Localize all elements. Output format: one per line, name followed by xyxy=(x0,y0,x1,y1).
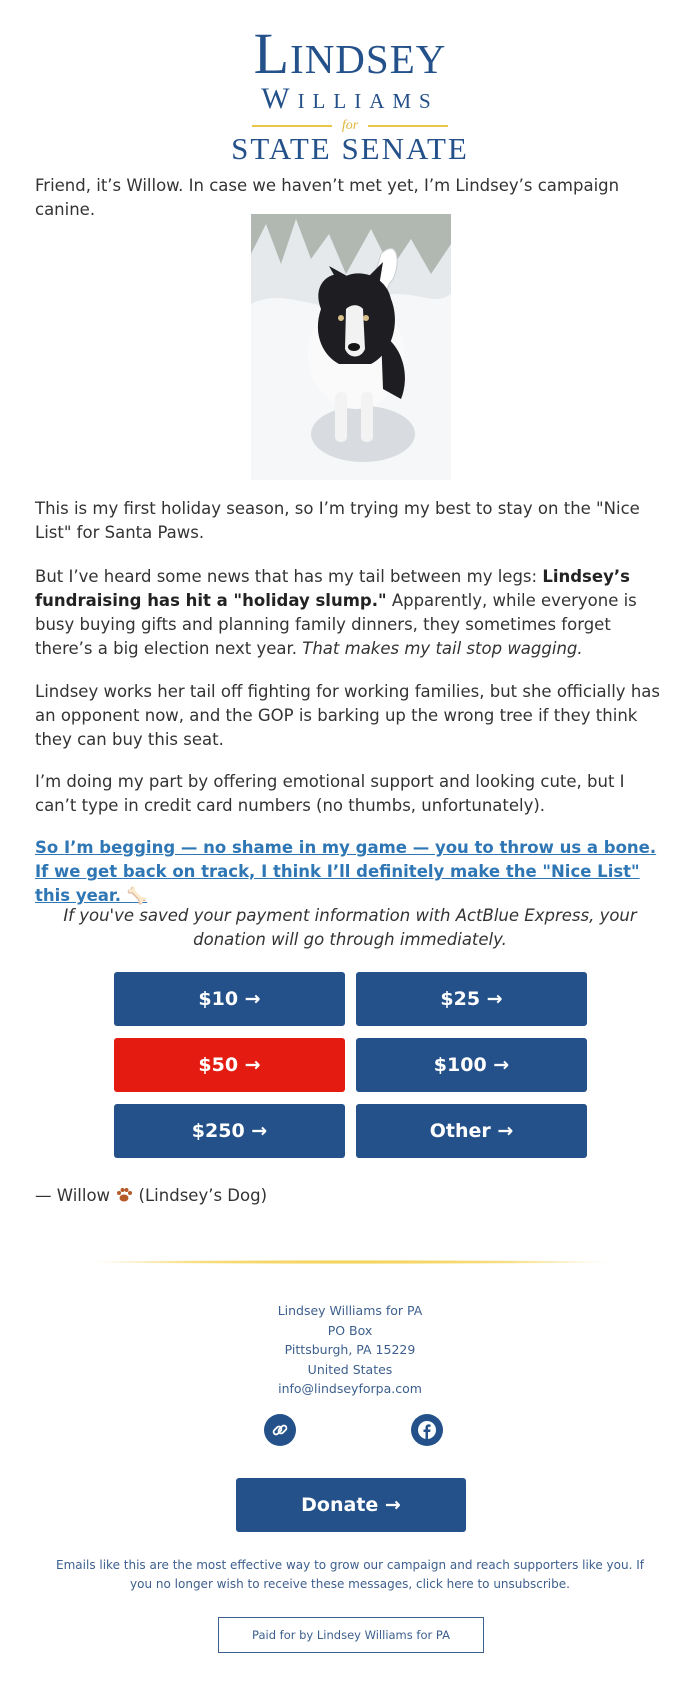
link-icon[interactable] xyxy=(264,1414,296,1446)
campaign-logo xyxy=(0,21,700,166)
footer-email-link[interactable]: info@lindseyforpa.com xyxy=(278,1381,422,1396)
footer-po-box: PO Box xyxy=(327,1322,373,1338)
donate-10-button[interactable]: $10 → xyxy=(114,972,345,1026)
dog-illustration xyxy=(251,214,451,480)
signature xyxy=(35,1184,267,1208)
footer-city: Pittsburgh, PA 15229 xyxy=(284,1342,416,1357)
unsubscribe-disclaimer[interactable]: Emails like this are the most effective way to grow our campaign and reach supporters like you. If you no longer wish to receive these messages, click here to unsubscribe. xyxy=(56,1558,644,1591)
logo-line-surname: Williams xyxy=(261,82,439,115)
p2-text-start: But I’ve heard some news that has my tail between my legs: xyxy=(35,567,543,586)
donate-25-button[interactable]: $25 → xyxy=(356,972,587,1026)
paid-for-box: Paid for by Lindsey Williams for PA xyxy=(218,1617,484,1653)
logo-divider xyxy=(0,116,700,134)
p2-bold-text: Lindsey’s fundraising has hit a "holiday slump." xyxy=(35,567,630,610)
dog-photo xyxy=(251,214,451,480)
footer-country: United States xyxy=(307,1361,393,1377)
paragraph-emotional-support: I’m doing my part by offering emotional support and looking cute, but I can’t type in credit card numbers (no thumbs, unfortunately). xyxy=(35,772,625,815)
footer-address xyxy=(0,1301,700,1399)
donate-50-button[interactable]: $50 → xyxy=(114,1038,345,1092)
paw-icon xyxy=(115,1184,133,1208)
footer-donate-button[interactable]: Donate → xyxy=(236,1478,466,1532)
donate-other-button[interactable]: Other → xyxy=(356,1104,587,1158)
intro-paragraph: Friend, it’s Willow. In case we haven’t met yet, I’m Lindsey’s campaign canine. xyxy=(35,176,620,219)
actblue-express-note: If you've saved your payment information with ActBlue Express, your donation will go through immediately. xyxy=(63,906,637,949)
signature-tail: (Lindsey’s Dog) xyxy=(138,1186,268,1205)
paragraph-opponent: Lindsey works her tail off fighting for working families, but she officially has an opponent now, and the GOP is barking up the wrong tree if they think they can buy this seat. xyxy=(35,682,660,749)
logo-for: for xyxy=(341,118,359,133)
paragraph-holiday-slump xyxy=(35,565,665,661)
donate-cta-link[interactable]: So I’m begging — no shame in my game — you to throw us a bone. If we get back on track, I think I’ll definitely make the "Nice List" this year. 🦴 xyxy=(35,838,657,905)
logo-line-office: STATE SENATE xyxy=(231,131,469,166)
signature-name: — Willow xyxy=(35,1186,111,1205)
p2-text-mid: Apparently, while everyone is busy buying gifts and planning family dinners, they sometimes forget there’s a big election next year. xyxy=(35,591,637,658)
donate-100-button[interactable]: $100 → xyxy=(356,1038,587,1092)
gold-divider xyxy=(92,1260,608,1264)
paragraph-nice-list: This is my first holiday season, so I’m trying my best to stay on the "Nice List" for Santa Paws. xyxy=(35,499,640,542)
donate-250-button[interactable]: $250 → xyxy=(114,1104,345,1158)
logo-line-name: Lindsey xyxy=(253,21,447,86)
facebook-icon[interactable] xyxy=(411,1414,443,1446)
p2-italic-text: That makes my tail stop wagging. xyxy=(302,639,583,658)
footer-org: Lindsey Williams for PA xyxy=(277,1303,423,1318)
